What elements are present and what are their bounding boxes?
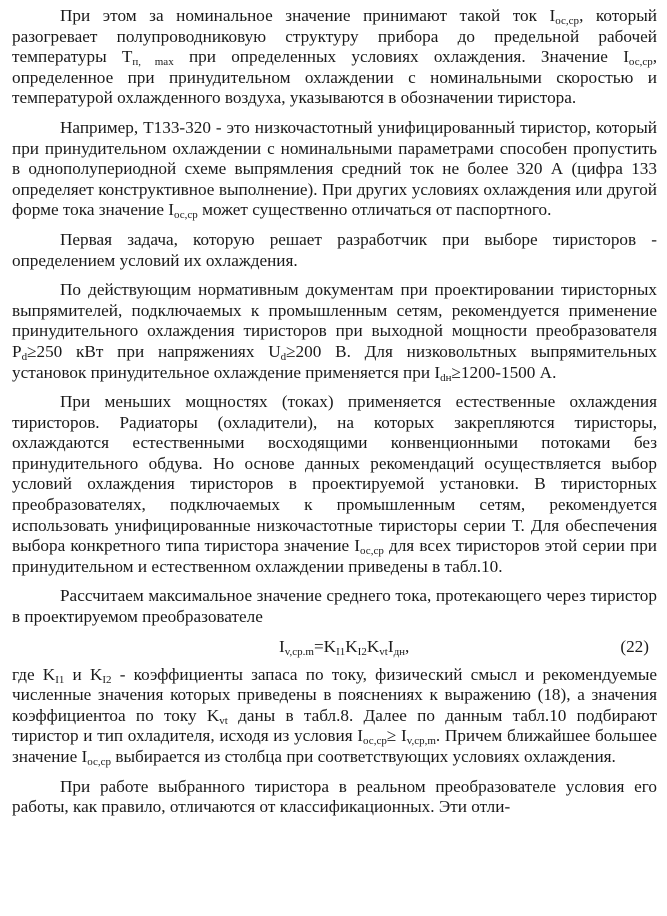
subscript: п, max (132, 56, 174, 69)
subscript: ос,ср (360, 545, 384, 558)
text-run: Рассчитаем максимальное значение среднего тока, протекающего через тиристор в проектируемом преобразователе (12, 586, 657, 627)
paragraph-coefficients (12, 665, 657, 768)
paragraph-example-t133 (12, 118, 657, 221)
text-run: По действующим нормативным документам при проектировании тиристорных выпрямителей, подключаемых к промышленным сетям, рекомендуется применение принудительного охлаждения тиристоров при выходной мощности преобразователя P (12, 280, 657, 361)
text-run: , определенное при принудительном охлаждении с номинальными скоростью и температурой охлажденного воздуха, указываются в обозначении тиристора. (12, 47, 658, 108)
paragraph-first-task (12, 230, 657, 271)
subscript: d (21, 350, 28, 363)
paragraph-calculate-current (12, 586, 657, 627)
subscript: ос,ср (363, 735, 387, 748)
text-run: даны в табл.8. Далее по данным табл.10 подбирают тиристор и тип охладителя, исходя из условия I (12, 705, 657, 746)
subscript: I2 (102, 673, 112, 686)
paragraph-natural-cooling (12, 392, 657, 577)
text-run: , (405, 636, 410, 656)
text-run: - коэффициенты запаса по току, физический смысл и рекомендуемые численные значения которых приведены в пояснениях к выражению (18), а значения коэффициентоа по току K (12, 664, 657, 725)
text-run: При этом за номинальное значение принимают такой ток I (60, 6, 556, 25)
subscript: ос,ср (628, 56, 653, 69)
equation-expression (279, 637, 409, 658)
subscript: d (280, 350, 287, 363)
text-run: При работе выбранного тиристора в реальном преобразователе условия его работы, как правило, отличаются от классификационных. Эти отли- (12, 776, 657, 817)
text-run: Например, Т133-320 - это низкочастотный унифицированный тиристор, который при принудительном охлаждении с номинальными параметрами способен пропустить в однополупериодной схеме выпрямления средний ток не более 320 А (цифра 133 определяет конструктивное выполнение). При других условиях охлаждения или другой форме тока значение I (12, 117, 657, 220)
text-run: I (279, 636, 285, 656)
text-run: ≥ I (386, 726, 407, 746)
paragraph-regulations (12, 280, 657, 383)
text-run: при определенных условиях охлаждения. Значение I (173, 47, 629, 67)
text-run: I (387, 636, 394, 656)
text-run: для всех тиристоров этой серии при принудительном и естественном охлаждении приведены в табл.10. (12, 536, 657, 576)
subscript: ос,ср (87, 756, 112, 768)
subscript: ос,ср (174, 209, 198, 222)
equation-number: (22) (620, 636, 649, 656)
subscript: dн (440, 371, 452, 384)
text-run: При меньших мощностях (токах) применяется естественные охлаждения тиристоров. Радиаторы (охладители), на которых закрепляются тиристоры, охлаждаются естественными восходящими конвенционными потоками без принудительного обдува. Но основе данных рекомендаций осуществляется выбор условий охлаждения тиристоров в проектируемой установки. В тиристорных преобразователях, подключаемых к промышленным сетям, рекомендуется использовать унифицированные низкочастотные тиристоры серии Т. Для обеспечения выбора конкретного типа тиристора значение I (12, 392, 657, 556)
text-run: ≥200 В. Для низковольтных выпрямительных установок принудительное охлаждение применяется при I (12, 341, 657, 382)
text-run: K (345, 636, 358, 656)
subscript: v,ср,m (406, 735, 436, 748)
text-run: может существенно отличаться от паспортного. (197, 200, 552, 220)
subscript: vt (219, 714, 228, 727)
subscript: I2 (357, 645, 367, 658)
paragraph-nominal-current (12, 6, 657, 109)
text-run: и K (64, 664, 103, 684)
text-run: =K (313, 636, 337, 656)
subscript: I1 (55, 673, 65, 686)
text-run: ≥1200-1500 А. (451, 362, 557, 382)
subscript: дн (393, 645, 406, 658)
text-run: выбирается из столбца при соответствующих условиях охлаждения. (111, 747, 616, 766)
equation-22 (12, 637, 657, 659)
text-run: Первая задача, которую решает разработчик при выборе тиристоров - определением условий их охлаждения. (12, 229, 657, 270)
text-run: . Причем ближайшее большее значение I (12, 726, 657, 766)
subscript: v,ср.m (284, 645, 314, 658)
text-run: , который разогревает полупроводниковую структуру прибора до предельной рабочей температуры Т (12, 6, 657, 67)
subscript: vt (379, 645, 388, 658)
subscript: I1 (336, 645, 346, 658)
text-run: где K (12, 664, 56, 684)
subscript: ос,ср (555, 15, 580, 27)
text-run: K (366, 636, 380, 656)
paragraph-real-conditions (12, 777, 657, 818)
text-run: ≥250 кВт при напряжениях U (27, 341, 281, 361)
